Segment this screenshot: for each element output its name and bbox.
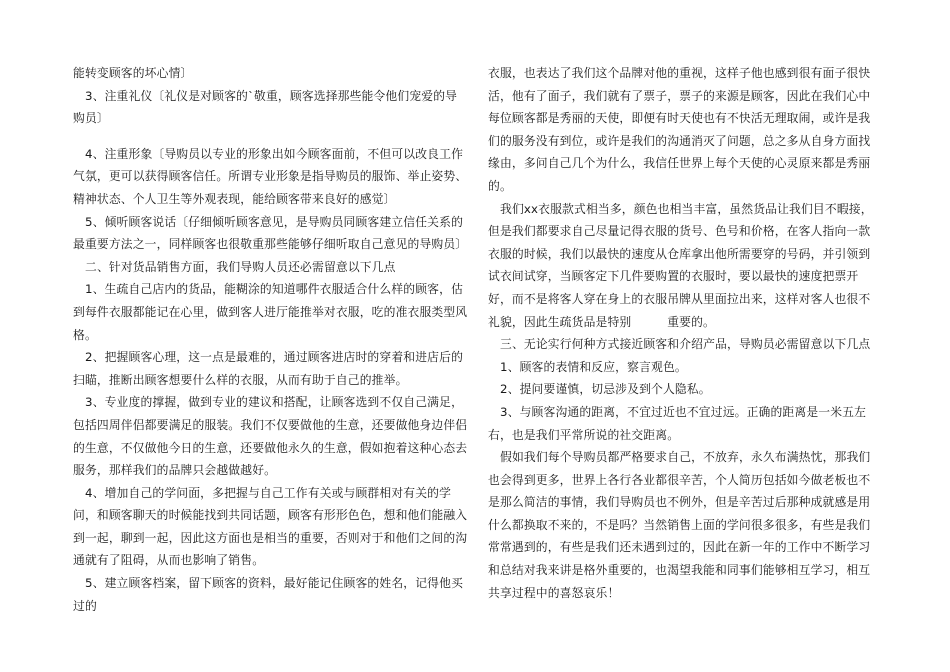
paragraph: 5、建立顾客档案，留下顾客的资料，最好能记住顾客的姓名，记得他买过的: [73, 576, 464, 613]
paragraph: 1、生疏自己店内的货品，能糊涂的知道哪件衣服适合什么样的顾客，估到每件衣服都能记在心里，做到客人进厅能推举对衣服，吃的准衣服类型风格。: [73, 282, 468, 342]
paragraph: 3、专业度的撑握，做到专业的建议和搭配，让顾客选到不仅自己满足，包括四周伴侣都要满足的服装。我们不仅要做他的生意，还要做他身边伴侣的生意，不仅做他今日的生意，还要做他永久的生意，假如抱着这种心态去服务，那样我们的品牌只会越做越好。: [73, 395, 468, 478]
paragraph: 3、注重礼仪〔礼仪是对顾客的`敬重，顾客选择那些能令他们宠爱的导购员〕: [73, 88, 458, 126]
left-column: [73, 62, 468, 617]
paragraph: 假如我们每个导购员都严格要求自己，不放弃，永久布满热忱，那我们也会得到更多，世界上各行各业都很辛苦，个人简历包括如今做老板也不是那么简洁的事情，我们导购员也不例外，但是辛苦过后那种成就感是用什么都换取不来的，不是吗？当然销售上面的学问很多很多，有些是我们常常遇到的，有些是我们还未遇到过的，因此在新一年的工作中不断学习和总结对我来讲是格外重要的，也渴望我能和同事们能够相互学习，相互共享过程中的喜怒哀乐！: [488, 450, 871, 600]
right-column: [488, 62, 878, 604]
paragraph: 二、针对货品销售方面，我们导购人员还必需留意以下几点: [85, 259, 396, 274]
paragraph: 2、提问要谨慎，切忌涉及到个人隐私。: [500, 382, 711, 397]
paragraph: 2、把握顾客心理，这一点是最难的，通过顾客进店时的穿着和进店后的扫瞄，推断出顾客想要什么样的衣服，从而有助于自己的推举。: [73, 350, 464, 387]
paragraph: 3、与顾客沟通的距离，不宜过近也不宜过远。正确的距离是一米五左右，也是我们平常所说的社交距离。: [488, 404, 867, 442]
paragraph: 4、注重形象〔导购员以专业的形象出如今顾客面前，不但可以改良工作气氛，更可以获得顾客信任。所谓专业形象是指导购员的服饰、举止姿势、精神状态、个人卫生等外观表现，能给顾客带来良好的感觉〕: [73, 146, 468, 206]
paragraph: 衣服，也表达了我们这个品牌对他的重视，这样子他也感到很有面子很快活，他有了面子，我们就有了票子，票子的来源是顾客，因此在我们心中每位顾客都是秀丽的天使，即便有时天使也有不快活无理取闹，或许是我们的服务没有到位，或许是我们的沟通消灭了问题，总之多从自身方面找缘由，多问自己几个为什么，我信任世界上每个天使的心灵原来都是秀丽的。: [488, 66, 871, 193]
paragraph: 5、倾听顾客说话〔仔细倾听顾客意见，是导购员同顾客建立信任关系的最重要方法之一，同样顾客也很敬重那些能够仔细听取自己意见的导购员〕: [73, 214, 468, 252]
paragraph: 三、无论实行何种方式接近顾客和介绍产品，导购员必需留意以下几点: [500, 337, 871, 352]
paragraph: 能转变顾客的坏心情〕: [73, 66, 193, 80]
paragraph: 4、增加自己的学问面，多把握与自己工作有关或与顾群相对有关的学问，和顾客聊天的时候能找到共同话题，顾客有形形色色，想和他们能融入到一起，聊到一起，因此这方面也是相当的重要，否则对于和他们之间的沟通就有了阻碍，从而也影响了销售。: [73, 485, 468, 568]
paragraph: 1、顾客的表情和反应，察言观色。: [500, 359, 687, 374]
paragraph: 我们xx衣服款式相当多，颜色也相当丰富，虽然货品让我们目不暇接，但是我们都要求自己尽量记得衣服的货号、色号和价格，在客人指向一款衣服的时候，我们以最快的速度从仓库拿出他所需要穿的号码，并引领到试衣间试穿，当顾客定下几件要购置的衣服时，要以最快的速度把票开好，而不是将客人穿在身上的衣服吊牌从里面拉出来，这样对客人也很不礼貌，因此生疏货品是特别 重要的。: [488, 201, 873, 329]
